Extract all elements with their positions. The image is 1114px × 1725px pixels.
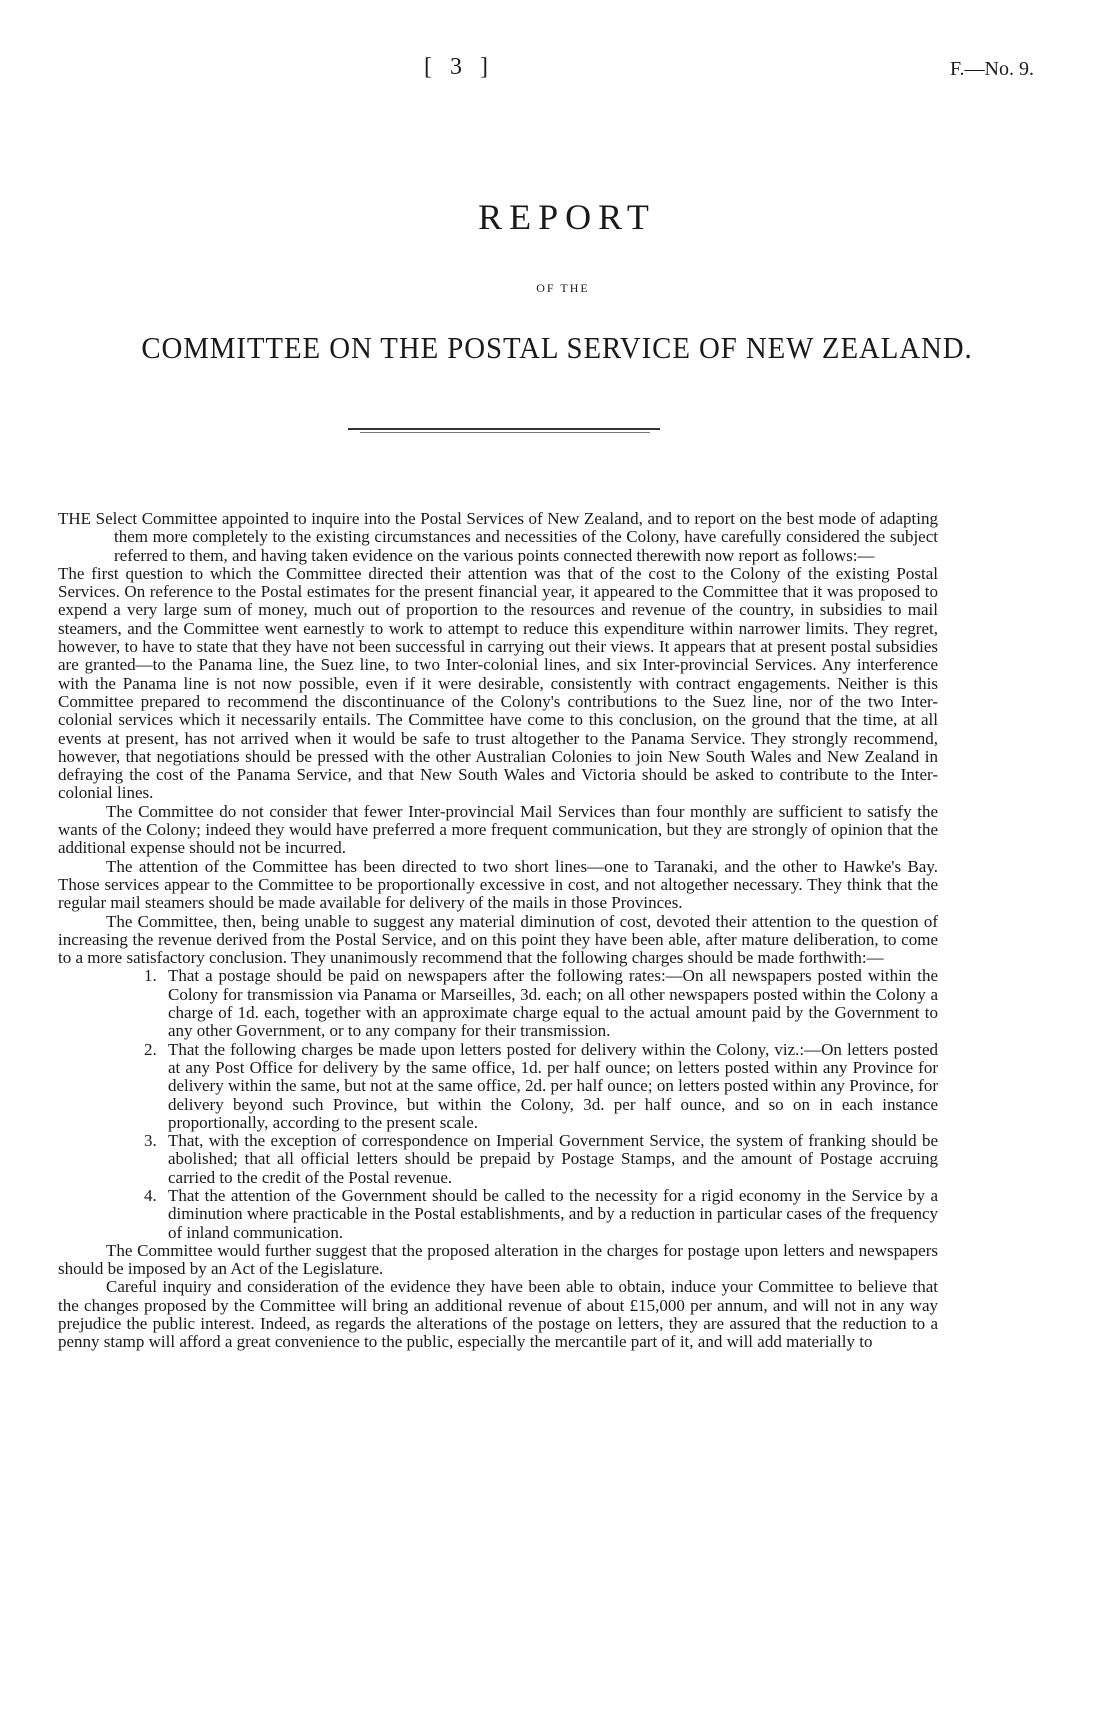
title-divider <box>348 428 660 430</box>
list-item <box>58 1132 938 1187</box>
list-item-number: 3. <box>144 1131 157 1151</box>
title-divider-secondary <box>360 432 650 433</box>
list-item <box>58 1187 938 1242</box>
page-header <box>0 54 1114 94</box>
list-item-text: That, with the exception of correspondence on Imperial Government Service, the system of franking should be abolished; that all official letters should be prepaid by Postage Stamps, and the amount of Postage accruing carried to the credit of the Postal revenue. <box>168 1131 938 1187</box>
recommendations-list <box>58 967 938 1241</box>
list-item <box>58 1041 938 1132</box>
report-subtitle-connector: OF THE <box>536 281 590 295</box>
paragraph-cost: The first question to which the Committee directed their attention was that of the cost to the Colony of the existing Postal Services. On reference to the Postal estimates for the present financial year, it appeared to the Committee that it was proposed to expend a very large sum of money, much out of proportion to the resources and revenue of the country, in subsidies to mail steamers, and the Committee went earnestly to work to attempt to reduce this expenditure within narrower limits. They regret, however, to have to state that they have not been successful in carrying out their views. It appears that at present postal subsidies are granted—to the Panama line, the Suez line, to two Inter-colonial lines, and six Inter-provincial Services. Any interference with the Panama line is not now possible, even if it were desirable, consistently with contract engagements. Neither is this Committee prepared to recommend the discontinuance of the Colony's contributions to the Suez line, nor of the two Inter-colonial services which it necessarily entails. The Committee have come to this conclusion, on the ground that the time, at all events at present, has not arrived when it would be safe to trust altogether to the Panama Service. They strongly recommend, however, that negotiations should be pressed with the other Australian Colonies to join New South Wales and New Zealand in defraying the cost of the Panama Service, and that New South Wales and Victoria should be asked to contribute to the Inter-colonial lines. <box>58 563 938 803</box>
report-title: REPORT <box>478 197 656 237</box>
list-item-number: 1. <box>144 966 157 986</box>
list-item-text: That the attention of the Government should be called to the necessity for a rigid economy in the Service by a diminution where practicable in the Postal establishments, and by a reduction in particular cases of the frequency of inland communication. <box>168 1185 938 1242</box>
committee-title: COMMITTEE ON THE POSTAL SERVICE OF NEW ZEALAND. <box>141 330 973 365</box>
paragraph-conclusion: Careful inquiry and consideration of the evidence they have been able to obtain, induce your Committee to believe that the changes proposed by the Committee will bring an additional revenue of about £15,000 per annum, and will not in any way prejudice the public interest. Indeed, as regards the alterations of the postage on letters, they are assured that the reduction to a penny stamp will afford a great convenience to the public, especially the mercantile part of it, and will add materially to <box>58 1277 938 1352</box>
list-item <box>58 967 938 1040</box>
list-item-text: That a postage should be paid on newspapers after the following rates:—On all newspapers posted within the Colony for transmission via Panama or Marseilles, 3d. each; on all other newspapers posted within the Colony a charge of 1d. each, together with an approximate charge equal to the actual amount paid by the Government to any other Government, or to any company for their transmission. <box>168 966 938 1041</box>
paragraph-legislation: The Committee would further suggest that the proposed alteration in the charges for postage upon letters and newspapers should be imposed by an Act of the Legislature. <box>58 1240 938 1279</box>
paragraph-revenue: The Committee, then, being unable to suggest any material diminution of cost, devoted their attention to the question of increasing the revenue derived from the Postal Service, and on this point they have been able, after mature deliberation, to come to a more satisfactory conclusion. They unanimously recommend that the following charges should be made forthwith:— <box>58 911 938 968</box>
list-item-number: 2. <box>144 1039 157 1059</box>
paragraph-inter-provincial: The Committee do not consider that fewer Inter-provincial Mail Services than four monthly are sufficient to satisfy the wants of the Colony; indeed they would have preferred a more frequent communication, but they are strongly of opinion that the additional expense should not be incurred. <box>58 801 938 858</box>
paragraph-short-lines: The attention of the Committee has been directed to two short lines—one to Taranaki, and the other to Hawke's Bay. Those services appear to the Committee to be proportionally excessive in cost, and not altogether necessary. They think that the regular mail steamers should be made available for delivery of the mails in those Provinces. <box>58 856 938 913</box>
report-body <box>58 510 938 1352</box>
paper-reference: F.—No. 9. <box>950 58 1034 80</box>
intro-paragraph: THE Select Committee appointed to inquire into the Postal Services of New Zealand, and to report on the best mode of adapting them more completely to the existing circumstances and necessities of the Colony, have carefully considered the subject referred to them, and having taken evidence on the various points connected therewith now report as follows:— <box>58 509 938 565</box>
list-item-number: 4. <box>144 1185 157 1205</box>
page-number: [ 3 ] <box>424 54 494 80</box>
list-item-text: That the following charges be made upon letters posted for delivery within the Colony, viz.:—On letters posted at any Post Office for delivery by the same office, 1d. per half ounce; on letters posted within any Province for delivery within the same, but not at the same office, 2d. per half ounce; on letters posted within any Province, for delivery beyond such Province, but within the Colony, 3d. per half ounce, and so on in each instance proportionally, according to the present scale. <box>168 1039 938 1132</box>
